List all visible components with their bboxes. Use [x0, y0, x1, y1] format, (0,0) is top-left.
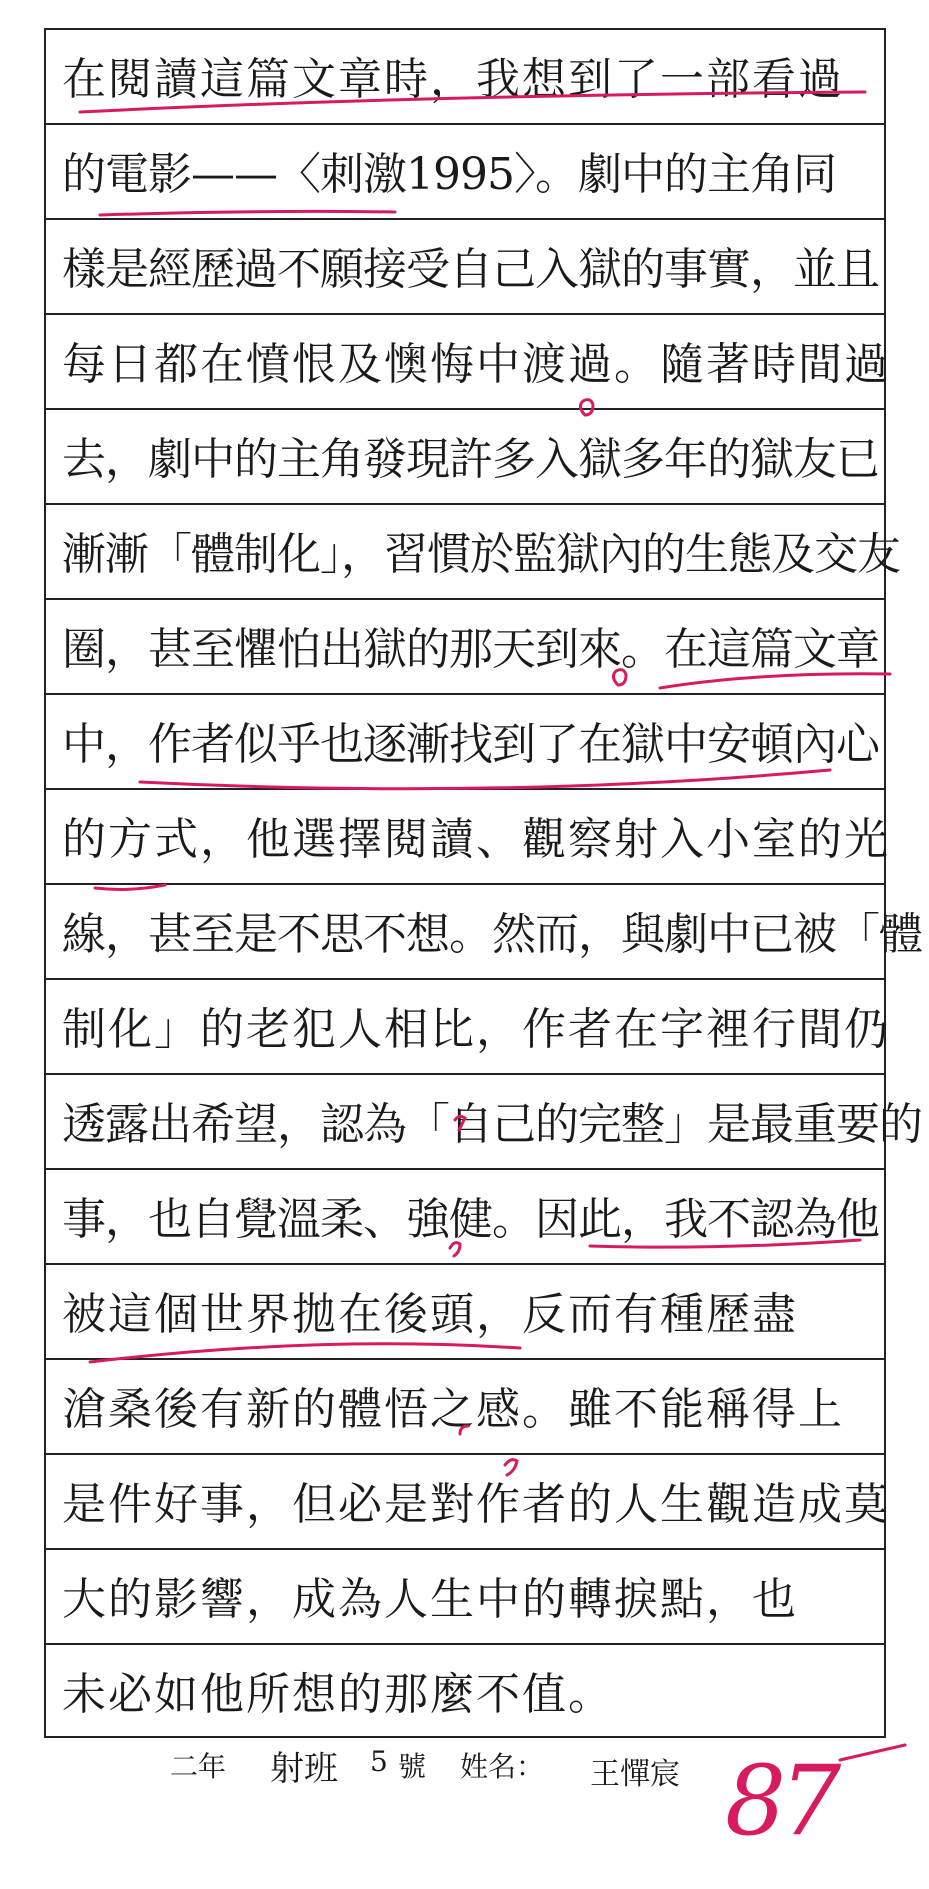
score-text: 87 [725, 1745, 836, 1857]
red-mark [455, 1116, 465, 1130]
handwritten-line: 樣是經歷過不願接受自己入獄的事實，並且 [62, 244, 879, 295]
seat-number: 5 [370, 1745, 388, 1778]
red-circle [613, 670, 626, 685]
handwritten-line: 未必如他所想的那麼不值。 [62, 1669, 614, 1720]
handwritten-line: 線，甚至是不思不想。然而，與劇中已被「體 [62, 909, 922, 960]
handwritten-line: 漸漸「體制化」，習慣於監獄內的生態及交友 [62, 529, 900, 580]
handwritten-line: 中，作者似乎也逐漸找到了在獄中安頓內心 [62, 719, 879, 770]
name-label: 姓名： [460, 1750, 545, 1783]
handwritten-line: 制化」的老犯人相比，作者在字裡行間仍 [62, 1004, 890, 1055]
handwritten-line: 的方式，他選擇閱讀、觀察射入小室的光 [62, 814, 890, 865]
seat-label: 號 [398, 1750, 427, 1783]
handwritten-line: 在閱讀這篇文章時，我想到了一部看過 [62, 54, 844, 105]
red-underline [660, 674, 890, 688]
red-circle [580, 400, 593, 415]
handwritten-line: 透露出希望，認為「自己的完整」是最重要的 [62, 1099, 922, 1150]
red-mark [450, 1243, 460, 1256]
grade-label: 二年 [170, 1750, 227, 1783]
handwritten-line: 的電影——〈刺激1995〉。劇中的主角同 [62, 149, 836, 200]
handwritten-line: 被這個世界拋在後頭，反而有種歷盡 [62, 1289, 798, 1340]
handwritten-line: 圈，甚至懼怕出獄的那天到來。在這篇文章 [62, 624, 879, 675]
red-underline [140, 770, 830, 789]
handwritten-line: 去，劇中的主角發現許多入獄多年的獄友已 [62, 434, 879, 485]
class-name: 射班 [270, 1749, 338, 1789]
score-mark [715, 1745, 915, 1880]
red-underline [100, 211, 395, 215]
handwritten-line: 事，也自覺溫柔、強健。因此，我不認為他 [62, 1194, 879, 1245]
red-mark [460, 1426, 468, 1434]
red-underline [90, 1344, 520, 1362]
red-underline [590, 1240, 860, 1247]
red-underline [95, 885, 165, 889]
handwritten-line: 是件好事，但必是對作者的人生觀造成莫 [62, 1479, 890, 1530]
handwritten-line: 大的影響，成為人生中的轉捩點，也 [62, 1574, 798, 1625]
handwritten-line: 滄桑後有新的體悟之感。雖不能稱得上 [62, 1384, 844, 1435]
red-underline [80, 92, 865, 112]
red-mark [505, 1460, 517, 1475]
student-name: 王憚宸 [590, 1757, 680, 1792]
handwritten-line: 每日都在憤恨及懊悔中渡過。隨著時間過 [62, 339, 890, 390]
